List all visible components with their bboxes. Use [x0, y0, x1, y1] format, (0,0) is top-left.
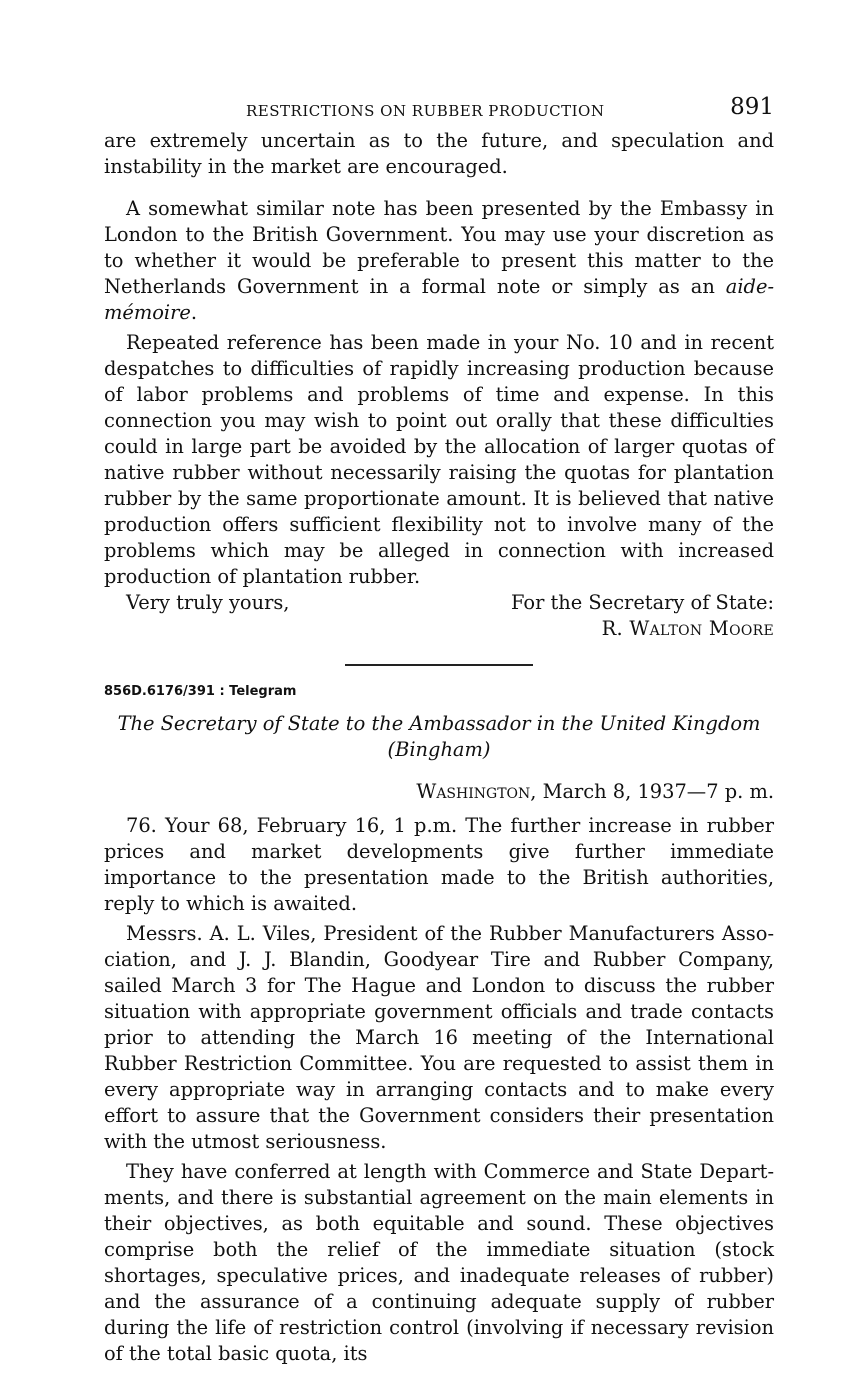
letter-paragraph-2-text: A somewhat similar note has been presented by the Embassy in London to the British Government. You may use your discretion as to whether it would be preferable to present this matter to the Netherlands Government in a formal note or simply as an [104, 197, 774, 298]
telegram-paragraph-3: They have conferred at length with Commerce and State Departments, and there is substantial agreement on the main elements in their objectives, as both equitable and sound. These objectives comprise both the relief of the immediate situation (stock shortages, speculative prices, and inadequate releases of rubber) and the assurance of a continuing adequate supply of rubber during the life of restriction control (involving if necessary revision of the total basic quota, its [104, 1160, 774, 1365]
running-title: RESTRICTIONS ON RUBBER PRODUCTION [246, 102, 605, 120]
signature: R. Walton Moore [601, 617, 774, 640]
closing-row [104, 590, 774, 616]
telegram-paragraph-2: Messrs. A. L. Viles, President of the Rubber Manufacturers Association, and J. J. Blandin, Goodyear Tire and Rubber Company, sailed March 3 for The Hague and London to discuss the rubber situation with appropriate government officials and trade contacts prior to attending the March 16 meeting of the International Rubber Restriction Committee. You are requested to assist them in every appropriate way in arranging contacts and to make every effort to assure that the Government considers their presentation with the utmost seriousness. [104, 922, 774, 1153]
letter-paragraph-1: are extremely uncertain as to the future, and speculation and instability in the market are encouraged. [104, 129, 774, 178]
letter-paragraph-2 [104, 196, 774, 326]
telegram-heading-line-1: The Secretary of State to the Ambassador in the United Kingdom [117, 712, 761, 735]
page-number: 891 [730, 94, 774, 120]
document-page [104, 92, 774, 1367]
section-divider [345, 664, 533, 666]
dateline [104, 779, 774, 805]
telegram-paragraph-1: 76. Your 68, February 16, 1 p.m. The further increase in rubber prices and market developments give further immediate importance to the presentation made to the British authorities, reply to which is awaited. [104, 814, 774, 915]
file-reference: 856D.6176/391 : Telegram [104, 684, 297, 699]
telegram-heading [104, 711, 774, 763]
telegram-heading-line-2: (Bingham) [387, 738, 491, 761]
aide-memoire-term: aide-mémoire [104, 275, 774, 324]
closing-salutation: Very truly yours, [126, 591, 290, 614]
dateline-place: Washington, [416, 780, 537, 803]
letter-paragraph-3: Repeated reference has been made in your No. 10 and in recent despatches to difficulties of rapidly increasing production because of labor problems and problems of time and expense. In this connection you may wish to point out orally that these difficulties could in large part be avoided by the allocation of larger quotas of native rubber without necessarily raising the quotas for plantation rubber by the same proportionate amount. It is believed that native production offers sufficient flexibility not to involve many of the problems which may be alleged in connection with increased production of plantation rubber. [104, 331, 774, 588]
letter-paragraph-2-end: . [190, 301, 198, 324]
for-secretary-line: For the Secretary of State: [511, 591, 774, 614]
dateline-date: March 8, 1937—7 p. m. [536, 780, 774, 803]
running-head [104, 92, 774, 128]
